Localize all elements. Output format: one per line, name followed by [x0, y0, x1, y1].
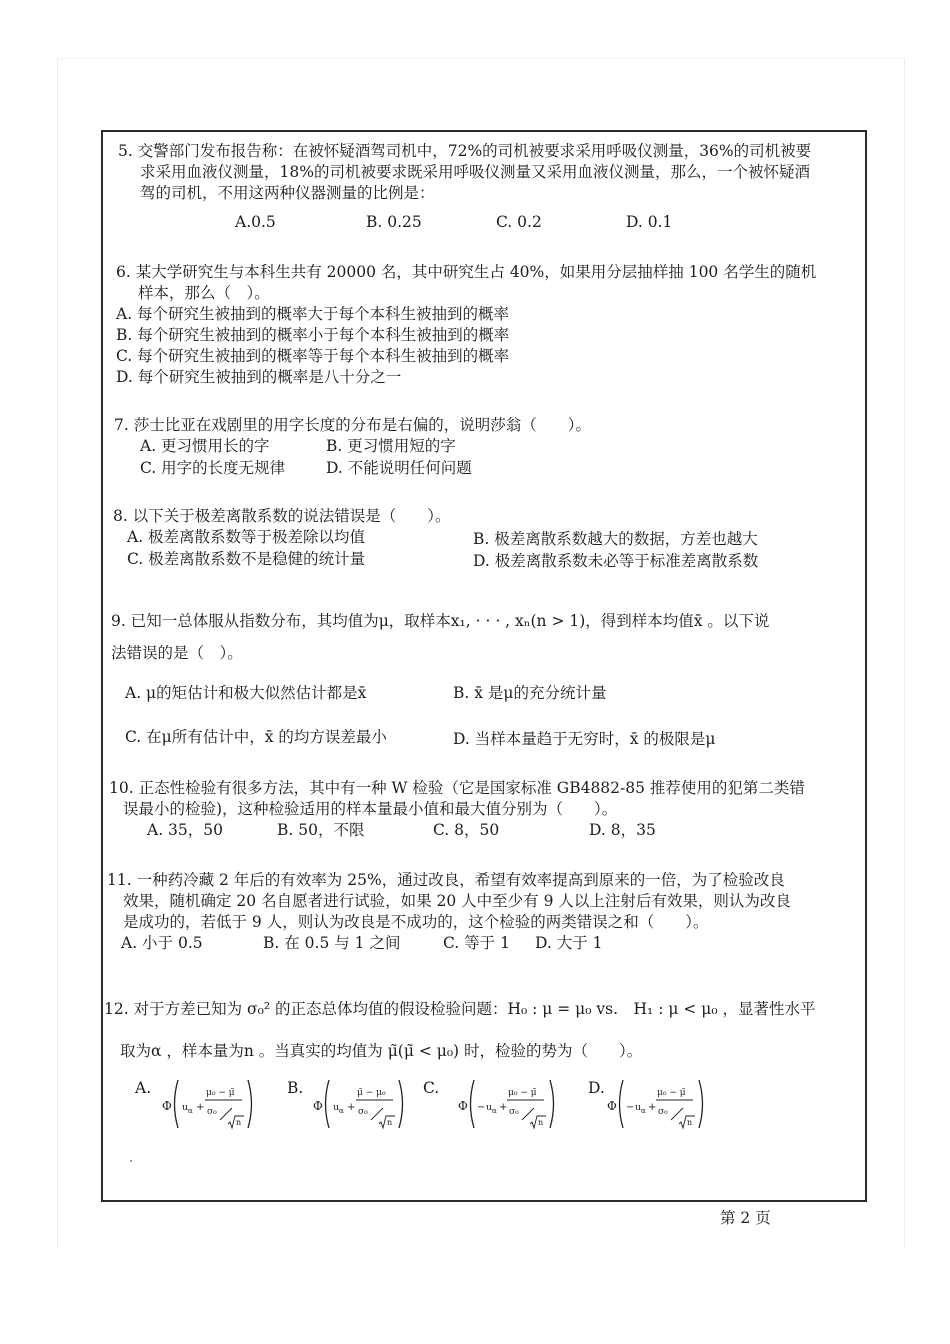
numerator: μ̃ − μ₀ — [357, 1088, 386, 1098]
option-a: A.0.5 — [235, 213, 276, 231]
question-number: 7. — [114, 416, 129, 434]
stem-line: 交警部门发布报告称：在被怀疑酒驾司机中，72%的司机被要求采用呼吸仪测量，36%的司机被要 — [137, 142, 812, 160]
sigma-symbol: σ₀ — [207, 1107, 217, 1117]
option-c: C. — [423, 1079, 440, 1097]
question-number: 10. — [109, 779, 134, 797]
option-b: B. 50，不限 — [277, 821, 365, 839]
question-number: 8. — [113, 507, 128, 525]
formula-a — [160, 1072, 260, 1136]
question-number: 11. — [107, 871, 132, 889]
question-number: 9. — [111, 612, 126, 630]
option-b: B. 更习惯用短的字 — [326, 437, 456, 455]
option-b: B. — [287, 1079, 304, 1097]
option-d: D. 0.1 — [626, 213, 673, 231]
stem-line: 一种药冷藏 2 年后的有效率为 25%，通过改良，希望有效率提高到原来的一倍，为了检验改良 — [136, 871, 785, 889]
alpha-symbol: α — [641, 1107, 646, 1115]
stem-line: 样本，那么（ ）。 — [138, 284, 270, 302]
sigma-symbol: σ₀ — [358, 1107, 368, 1117]
question-6 — [116, 262, 866, 388]
question-10 — [109, 778, 863, 842]
formula-b — [311, 1072, 411, 1136]
stem-line: 是成功的，若低于 9 人，则认为改良是不成功的，这个检验的两类错误之和（ ）。 — [123, 913, 709, 931]
question-9 — [111, 605, 863, 767]
numerator: μ₀ − μ̃ — [657, 1088, 686, 1098]
option-a: A. 每个研究生被抽到的概率大于每个本科生被抽到的概率 — [116, 305, 510, 323]
option-c: C. 等于 1 — [443, 934, 510, 952]
stem-line: 某大学研究生与本科生共有 20000 名，其中研究生占 40%，如果用分层抽样抽 100 名学生的随机 — [135, 263, 817, 281]
sigma-symbol: σ₀ — [509, 1107, 519, 1117]
question-7 — [114, 415, 864, 480]
option-a: A. 更习惯用长的字 — [140, 437, 270, 455]
option-d: D. 每个研究生被抽到的概率是八十分之一 — [116, 368, 402, 386]
formula-c — [456, 1072, 560, 1136]
option-b: B. 在 0.5 与 1 之间 — [263, 934, 401, 952]
page-number: 第 2 页 — [720, 1209, 771, 1227]
question-8 — [113, 506, 863, 571]
u-symbol: u — [182, 1102, 189, 1113]
u-symbol: u — [333, 1102, 340, 1113]
phi-symbol: Φ — [313, 1099, 323, 1113]
option-a: A. — [135, 1079, 152, 1097]
option-c: C. 极差离散系数不是稳健的统计量 — [127, 550, 366, 568]
option-b: B. x̄ 是μ的充分统计量 — [453, 684, 607, 702]
n-symbol: n — [538, 1118, 544, 1127]
option-b: B. 极差离散系数越大的数据，方差也越大 — [473, 530, 758, 548]
alpha-symbol: α — [188, 1107, 193, 1115]
alpha-symbol: α — [492, 1107, 497, 1115]
stem-line: 已知一总体服从指数分布，其均值为μ，取样本x₁, · · · , xₙ(n > 1)，得到样本均值x̄ 。以下说 — [130, 612, 770, 630]
phi-symbol: Φ — [458, 1099, 468, 1113]
stem-line: 效果，随机确定 20 名自愿者进行试验，如果 20 人中至少有 9 人以上注射后有效果，则认为改良 — [123, 892, 791, 910]
question-5 — [118, 141, 866, 240]
n-symbol: n — [387, 1118, 393, 1127]
n-symbol: n — [687, 1118, 693, 1127]
option-a: A. 极差离散系数等于极差除以均值 — [127, 528, 366, 546]
stem-line: 正态性检验有很多方法，其中有一种 W 检验（它是国家标准 GB4882-85 推荐使用的犯第二类错 — [138, 779, 805, 797]
option-d: D. 大于 1 — [535, 934, 603, 952]
question-number: 6. — [116, 263, 131, 281]
question-12 — [104, 988, 864, 1072]
option-d: D. 当样本量趋于无穷时，x̄ 的极限是μ — [453, 730, 716, 748]
stem-line: 求采用血液仪测量，18%的司机被要求既采用呼吸仪测量又采用血液仪测量，那么，一个被怀疑酒 — [140, 163, 810, 181]
numerator: μ₀ − μ̃ — [508, 1088, 537, 1098]
option-a: A. 35，50 — [147, 821, 223, 839]
option-c: C. 在μ所有估计中，x̄ 的均方误差最小 — [125, 728, 387, 746]
option-a: A. μ的矩估计和极大似然估计都是x̄ — [125, 684, 367, 702]
formula-d — [605, 1072, 709, 1136]
minus-symbol: − — [626, 1102, 635, 1113]
scan-speck — [130, 1160, 132, 1162]
option-a: A. 小于 0.5 — [121, 934, 203, 952]
option-b: B. 每个研究生被抽到的概率小于每个本科生被抽到的概率 — [116, 326, 510, 344]
plus-symbol: + — [347, 1102, 356, 1113]
stem-line: 取为α ，样本量为n 。当真实的均值为 μ̃(μ̃ < μ₀) 时，检验的势为（ ）。 — [120, 1042, 643, 1060]
option-c: C. 8，50 — [433, 821, 500, 839]
option-d: D. 不能说明任何问题 — [326, 459, 472, 477]
question-number: 5. — [118, 142, 133, 160]
option-d: D. 极差离散系数未必等于标准差离散系数 — [473, 552, 759, 570]
plus-symbol: + — [648, 1102, 657, 1113]
option-c: C. 0.2 — [496, 213, 542, 231]
option-c: C. 用字的长度无规律 — [140, 459, 286, 477]
phi-symbol: Φ — [162, 1099, 172, 1113]
numerator: μ₀ − μ̃ — [206, 1088, 235, 1098]
phi-symbol: Φ — [607, 1099, 617, 1113]
plus-symbol: + — [196, 1102, 205, 1113]
u-symbol: u — [635, 1102, 642, 1113]
stem-line: 以下关于极差离散系数的说法错误是（ ）。 — [132, 507, 451, 525]
sigma-symbol: σ₀ — [658, 1107, 668, 1117]
option-d: D. — [588, 1079, 605, 1097]
question-11 — [107, 870, 863, 955]
stem-line: 莎士比亚在戏剧里的用字长度的分布是右偏的，说明莎翁（ ）。 — [133, 416, 591, 434]
plus-symbol: + — [499, 1102, 508, 1113]
stem-line: 误最小的检验)，这种检验适用的样本量最小值和最大值分别为（ ）。 — [123, 800, 618, 818]
n-symbol: n — [236, 1118, 242, 1127]
stem-line: 驾的司机，不用这两种仪器测量的比例是： — [140, 184, 435, 202]
u-symbol: u — [486, 1102, 493, 1113]
stem-line: 法错误的是（ ）。 — [111, 644, 243, 662]
minus-symbol: − — [477, 1102, 486, 1113]
option-b: B. 0.25 — [366, 213, 422, 231]
option-c: C. 每个研究生被抽到的概率等于每个本科生被抽到的概率 — [116, 347, 510, 365]
option-d: D. 8，35 — [589, 821, 656, 839]
alpha-symbol: α — [339, 1107, 344, 1115]
stem-line: 对于方差已知为 σ₀² 的正态总体均值的假设检验问题：H₀ : μ = μ₀ vs. H₁ : μ < μ₀ ，显著性水平 — [133, 1000, 816, 1018]
question-number: 12. — [104, 1000, 129, 1018]
